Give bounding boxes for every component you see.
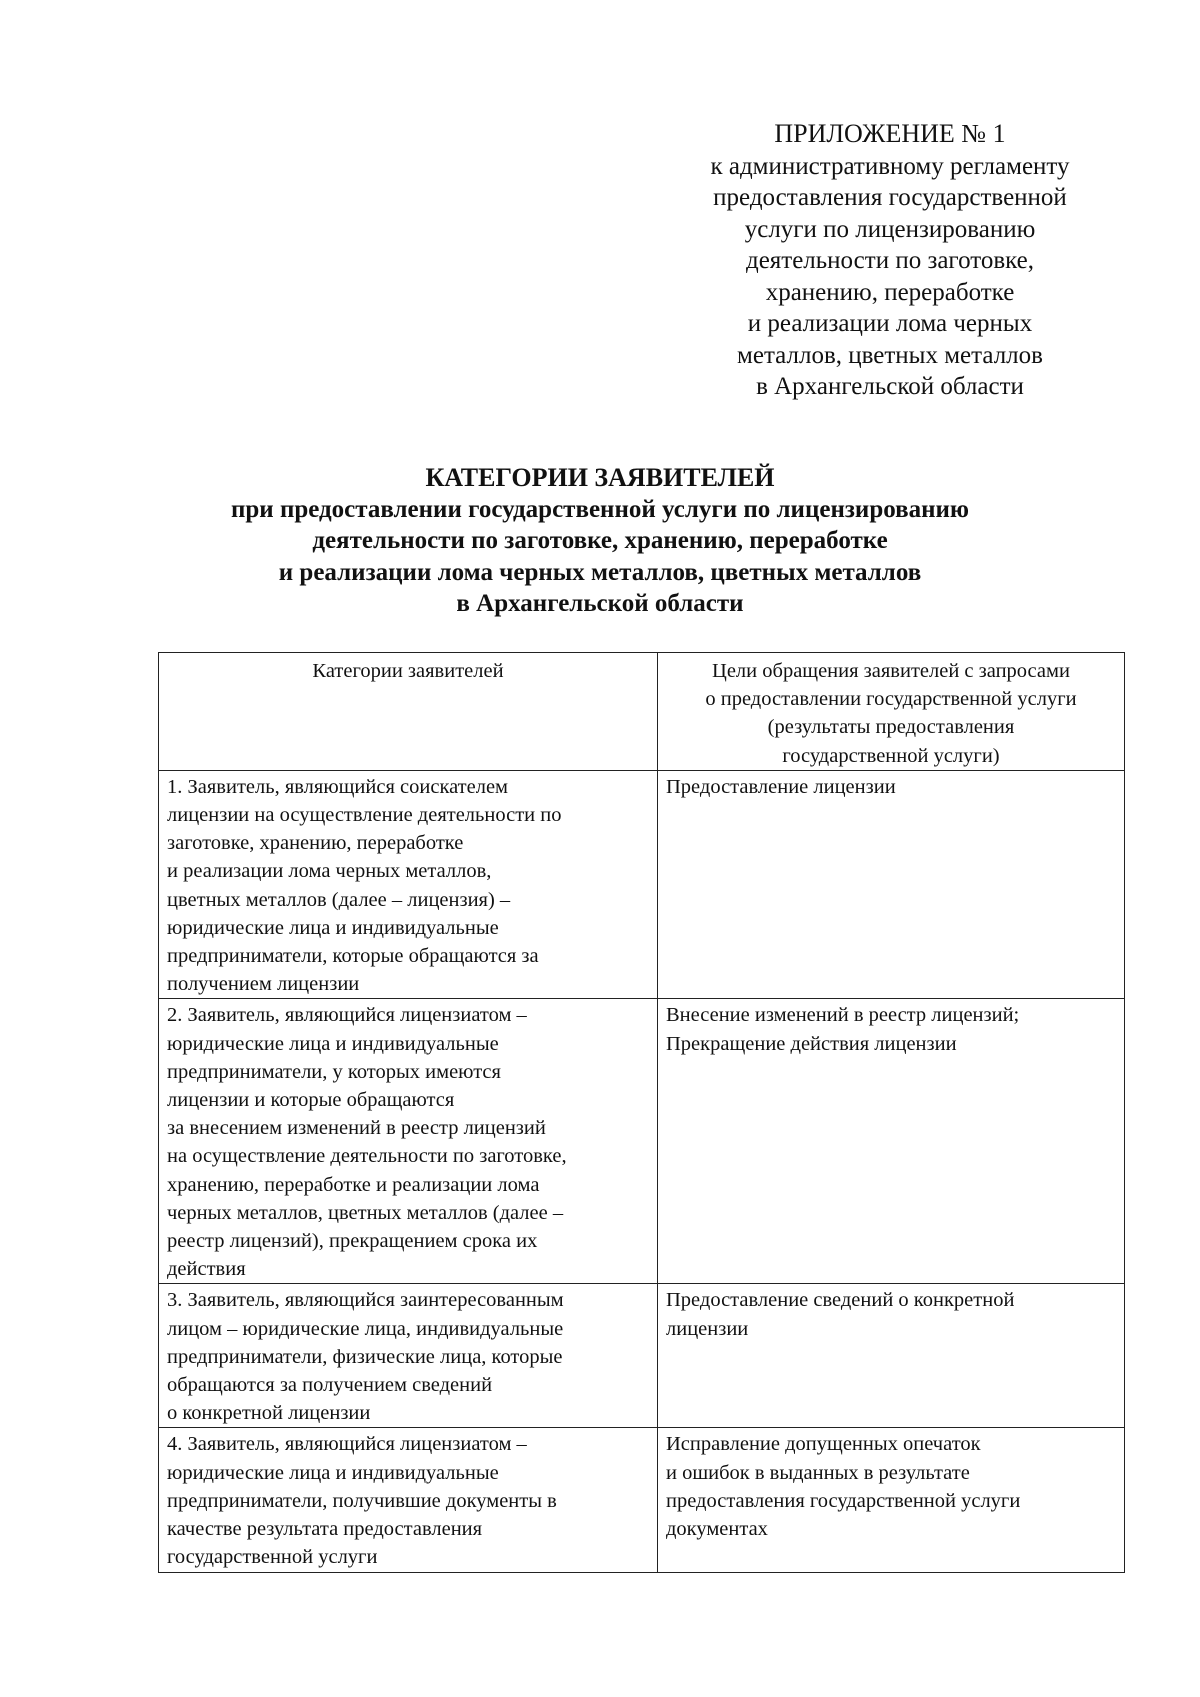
appendix-line: и реализации лома черных <box>747 310 1033 337</box>
header-line: Категории заявителей <box>312 660 504 682</box>
title-line: в Архангельской области <box>456 590 744 617</box>
appendix-line: деятельности по заготовке, <box>745 247 1035 274</box>
header-goals <box>658 653 1125 771</box>
cell-line: 1. Заявитель, являющийся соискателем <box>167 775 509 798</box>
appendix-line: хранению, переработке <box>765 278 1015 306</box>
goal-cell <box>658 1428 1125 1572</box>
category-cell <box>159 1284 658 1428</box>
table-row <box>159 1284 1125 1428</box>
cell-line: 2. Заявитель, являющийся лицензиатом – <box>167 1004 527 1027</box>
cell-line: предприниматели, у которых имеются <box>167 1060 501 1083</box>
title-main: КАТЕГОРИИ ЗАЯВИТЕЛЕЙ <box>425 463 775 492</box>
cell-line: юридические лица и индивидуальные <box>167 1461 499 1484</box>
cell-line: обращаются за получением сведений <box>167 1374 493 1397</box>
category-cell <box>159 999 658 1284</box>
goal-cell <box>658 999 1125 1284</box>
cell-line: Прекращение действия лицензии <box>666 1032 957 1055</box>
cell-line: и ошибок в выданных в результате <box>666 1461 970 1484</box>
cell-line: на осуществление деятельности по заготовке, <box>167 1145 567 1168</box>
cell-line: черных металлов, цветных металлов (далее – <box>167 1201 564 1224</box>
title-line: при предоставлении государственной услуги по лицензированию <box>230 495 970 523</box>
cell-line: и реализации лома черных металлов, <box>167 860 492 883</box>
table-row <box>159 770 1125 999</box>
cell-line: предприниматели, которые обращаются за <box>167 945 539 968</box>
appendix-line: в Архангельской области <box>756 373 1024 400</box>
appendix-line: услуги по лицензированию <box>744 215 1036 243</box>
cell-line: предоставления государственной услуги <box>666 1489 1021 1512</box>
category-cell <box>159 770 658 999</box>
document-title <box>100 462 1100 620</box>
goal-cell <box>658 770 1125 999</box>
title-line: деятельности по заготовке, хранению, переработке <box>312 527 888 554</box>
cell-line: цветных металлов (далее – лицензия) – <box>167 888 511 911</box>
appendix-line: к административному регламенту <box>710 152 1070 180</box>
cell-line: предприниматели, физические лица, которые <box>167 1345 563 1368</box>
cell-line: Предоставление лицензии <box>666 775 896 798</box>
cell-line: за внесением изменений в реестр лицензий <box>167 1117 546 1140</box>
appendix-line: предоставления государственной <box>713 184 1067 211</box>
cell-line: Исправление допущенных опечаток <box>666 1433 981 1456</box>
cell-line: лицензии на осуществление деятельности по <box>167 804 562 827</box>
title-line: и реализации лома черных металлов, цветных металлов <box>278 558 922 586</box>
cell-line: юридические лица и индивидуальные <box>167 1032 499 1055</box>
cell-line: качестве результата предоставления <box>167 1518 483 1541</box>
cell-line: 4. Заявитель, являющийся лицензиатом – <box>167 1433 527 1456</box>
table-row <box>159 999 1125 1284</box>
cell-line: государственной услуги <box>167 1546 378 1569</box>
applicant-categories-table <box>158 652 1125 1573</box>
cell-line: лицом – юридические лица, индивидуальные <box>167 1317 564 1340</box>
appendix-line: металлов, цветных металлов <box>737 341 1043 369</box>
header-line: Цели обращения заявителей с запросами <box>712 660 1070 682</box>
appendix-heading: ПРИЛОЖЕНИЕ № 1 <box>774 119 1006 148</box>
cell-line: лицензии <box>666 1317 749 1340</box>
cell-line: действия <box>167 1258 246 1281</box>
header-line: государственной услуги) <box>782 744 1000 767</box>
cell-line: о конкретной лицензии <box>167 1402 371 1425</box>
cell-line: 3. Заявитель, являющийся заинтересованным <box>167 1289 564 1312</box>
cell-line: юридические лица и индивидуальные <box>167 916 499 939</box>
header-categories <box>159 653 658 771</box>
header-line: (результаты предоставления <box>767 716 1015 739</box>
cell-line: хранению, переработке и реализации лома <box>167 1173 540 1196</box>
header-line: о предоставлении государственной услуги <box>705 688 1077 711</box>
cell-line: Внесение изменений в реестр лицензий; <box>666 1004 1020 1027</box>
appendix-block <box>660 118 1120 403</box>
cell-line: заготовке, хранению, переработке <box>167 832 464 855</box>
cell-line: получением лицензии <box>167 973 360 996</box>
cell-line: Предоставление сведений о конкретной <box>666 1289 1015 1312</box>
cell-line: документах <box>666 1518 768 1541</box>
cell-line: предприниматели, получившие документы в <box>167 1489 557 1512</box>
cell-line: лицензии и которые обращаются <box>167 1089 455 1112</box>
cell-line: реестр лицензий), прекращением срока их <box>167 1230 538 1253</box>
goal-cell <box>658 1284 1125 1428</box>
table-row <box>159 1428 1125 1572</box>
category-cell <box>159 1428 658 1572</box>
table-header-row <box>159 653 1125 771</box>
